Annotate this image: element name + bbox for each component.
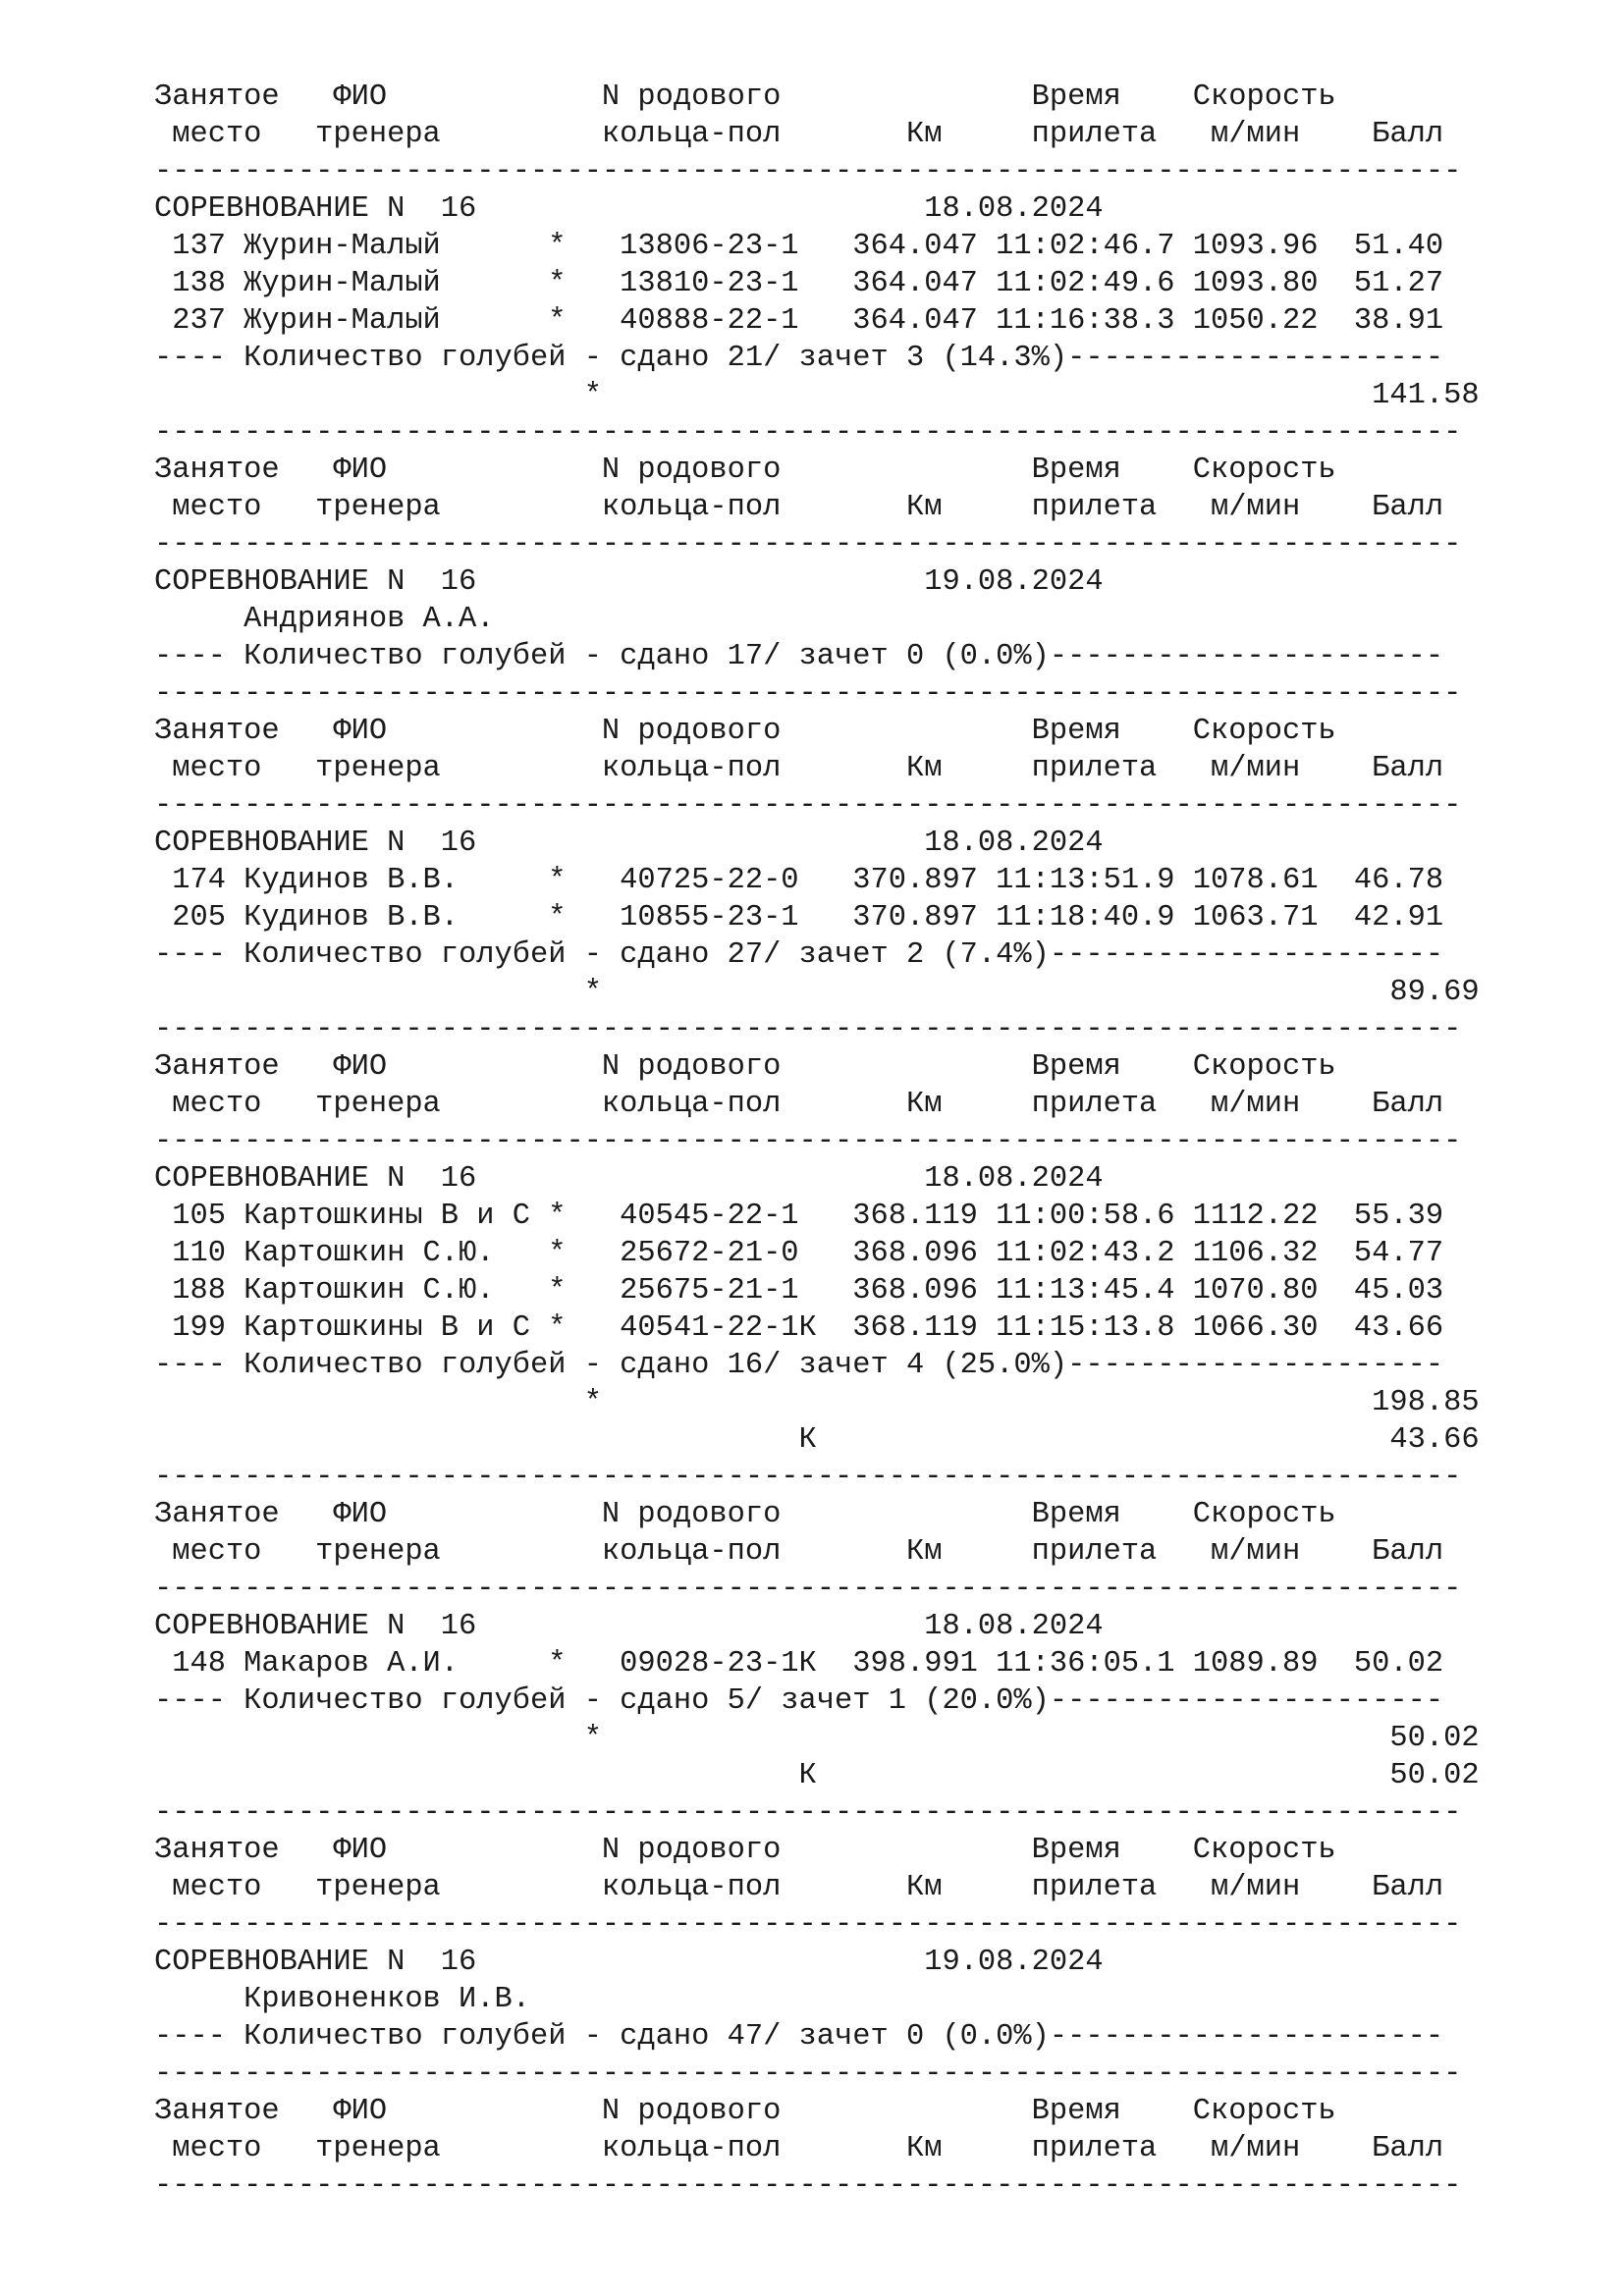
summary-line: ---- Количество голубей - сдано 47/ зачет 0 (0.0%)---------------------- <box>154 2020 1444 2054</box>
competition-line: СОРЕВНОВАНИЕ N 16 18.08.2024 <box>154 192 1104 226</box>
rule-line: ------------------------------------------------------------------------- <box>154 1796 1462 1830</box>
fancier-name: Кривоненков И.В. <box>154 1983 530 2016</box>
column-header-line-2: место тренера кольца-пол Км прилета м/мин Балл <box>154 752 1444 785</box>
competition-line: СОРЕВНОВАНИЕ N 16 19.08.2024 <box>154 565 1104 599</box>
table-row: 137 Журин-Малый * 13806-23-1 364.047 11:02:46.7 1093.96 51.40 <box>154 230 1444 263</box>
rule-line: ------------------------------------------------------------------------- <box>154 1461 1462 1494</box>
rule-line: ------------------------------------------------------------------------- <box>154 416 1462 450</box>
column-header-line-1: Занятое ФИО N родового Время Скорость <box>154 1834 1336 1867</box>
rule-line: ------------------------------------------------------------------------- <box>154 677 1462 711</box>
rule-line: ------------------------------------------------------------------------- <box>154 155 1462 188</box>
column-header-line-1: Занятое ФИО N родового Время Скорость <box>154 1050 1336 1084</box>
summary-line: ---- Количество голубей - сдано 16/ зачет 4 (25.0%)--------------------- <box>154 1349 1444 1382</box>
rule-line: ------------------------------------------------------------------------- <box>154 2057 1462 2091</box>
total-line: К 43.66 <box>154 1423 1480 1457</box>
total-line: * 198.85 <box>154 1386 1480 1419</box>
summary-line: ---- Количество голубей - сдано 21/ зачет 3 (14.3%)--------------------- <box>154 342 1444 375</box>
table-row: 205 Кудинов В.В. * 10855-23-1 370.897 11:18:40.9 1063.71 42.91 <box>154 901 1444 934</box>
column-header-line-1: Занятое ФИО N родового Время Скорость <box>154 454 1336 487</box>
total-line: * 89.69 <box>154 976 1480 1009</box>
competition-line: СОРЕВНОВАНИЕ N 16 19.08.2024 <box>154 1946 1104 1979</box>
column-header-line-2: место тренера кольца-пол Км прилета м/мин Балл <box>154 1871 1444 1904</box>
total-line: * 141.58 <box>154 379 1480 412</box>
table-row: 174 Кудинов В.В. * 40725-22-0 370.897 11:13:51.9 1078.61 46.78 <box>154 864 1444 897</box>
table-row: 110 Картошкин С.Ю. * 25672-21-0 368.096 11:02:43.2 1106.32 54.77 <box>154 1237 1444 1270</box>
table-row: 188 Картошкин С.Ю. * 25675-21-1 368.096 11:13:45.4 1070.80 45.03 <box>154 1274 1444 1308</box>
total-line: * 50.02 <box>154 1722 1480 1755</box>
table-row: 199 Картошкины В и С * 40541-22-1К 368.119 11:15:13.8 1066.30 43.66 <box>154 1311 1444 1345</box>
table-row: 237 Журин-Малый * 40888-22-1 364.047 11:16:38.3 1050.22 38.91 <box>154 304 1444 338</box>
results-report <box>154 79 1480 2205</box>
table-row: 138 Журин-Малый * 13810-23-1 364.047 11:02:49.6 1093.80 51.27 <box>154 267 1444 300</box>
competition-line: СОРЕВНОВАНИЕ N 16 18.08.2024 <box>154 1610 1104 1643</box>
rule-line: ------------------------------------------------------------------------- <box>154 528 1462 561</box>
summary-line: ---- Количество голубей - сдано 5/ зачет 1 (20.0%)---------------------- <box>154 1684 1444 1718</box>
competition-line: СОРЕВНОВАНИЕ N 16 18.08.2024 <box>154 827 1104 860</box>
rule-line: ------------------------------------------------------------------------- <box>154 1125 1462 1158</box>
summary-line: ---- Количество голубей - сдано 27/ зачет 2 (7.4%)---------------------- <box>154 938 1444 972</box>
column-header-line-2: место тренера кольца-пол Км прилета м/мин Балл <box>154 118 1444 151</box>
column-header-line-1: Занятое ФИО N родового Время Скорость <box>154 1498 1336 1531</box>
rule-line: ------------------------------------------------------------------------- <box>154 789 1462 823</box>
table-row: 105 Картошкины В и С * 40545-22-1 368.119 11:00:58.6 1112.22 55.39 <box>154 1200 1444 1233</box>
rule-line: ------------------------------------------------------------------------- <box>154 1013 1462 1046</box>
rule-line: ------------------------------------------------------------------------- <box>154 1908 1462 1942</box>
column-header-line-2: место тренера кольца-пол Км прилета м/мин Балл <box>154 1088 1444 1121</box>
column-header-line-2: место тренера кольца-пол Км прилета м/мин Балл <box>154 491 1444 524</box>
column-header-line-1: Занятое ФИО N родового Время Скорость <box>154 715 1336 748</box>
column-header-line-2: место тренера кольца-пол Км прилета м/мин Балл <box>154 1535 1444 1569</box>
summary-line: ---- Количество голубей - сдано 17/ зачет 0 (0.0%)---------------------- <box>154 640 1444 673</box>
table-row: 148 Макаров А.И. * 09028-23-1К 398.991 11:36:05.1 1089.89 50.02 <box>154 1647 1444 1681</box>
total-line: К 50.02 <box>154 1759 1480 1792</box>
column-header-line-1: Занятое ФИО N родового Время Скорость <box>154 80 1336 114</box>
rule-line: ------------------------------------------------------------------------- <box>154 1573 1462 1606</box>
column-header-line-1: Занятое ФИО N родового Время Скорость <box>154 2095 1336 2128</box>
rule-line: ------------------------------------------------------------------------- <box>154 2169 1462 2203</box>
fancier-name: Андриянов А.А. <box>154 603 495 636</box>
competition-line: СОРЕВНОВАНИЕ N 16 18.08.2024 <box>154 1162 1104 1196</box>
column-header-line-2: место тренера кольца-пол Км прилета м/мин Балл <box>154 2132 1444 2165</box>
